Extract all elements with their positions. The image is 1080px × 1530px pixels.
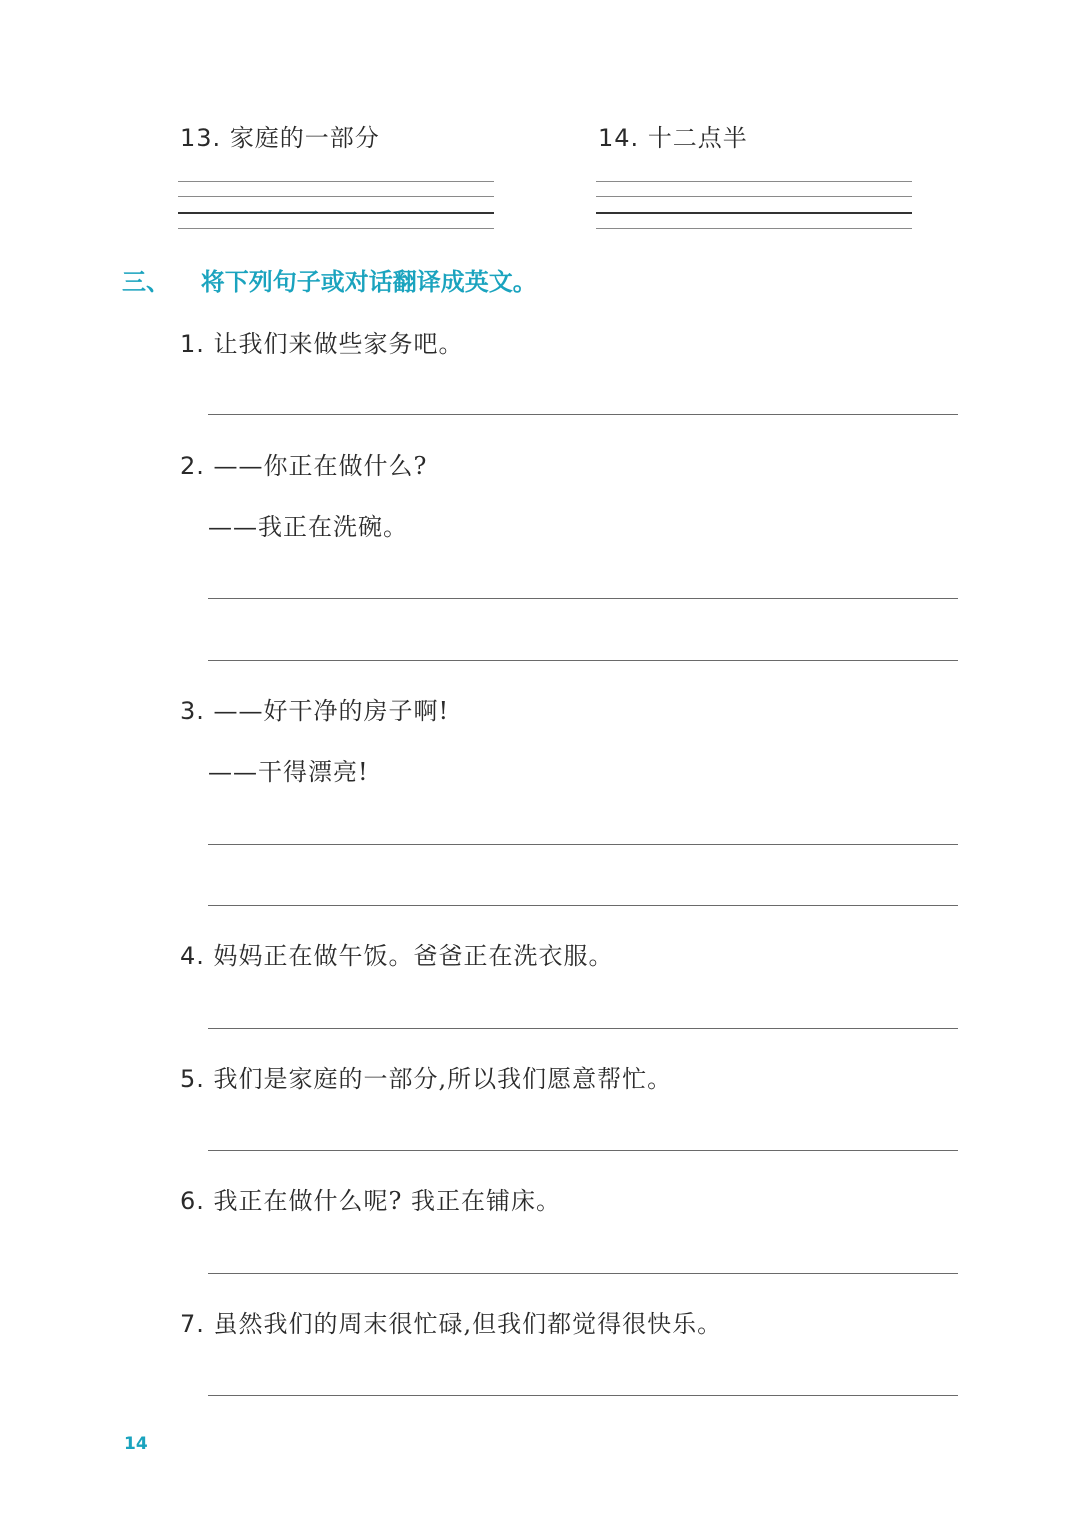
item-text-line-1: ——好干净的房子啊! [213, 697, 450, 725]
item-14-number: 14. [598, 124, 640, 152]
translate-item-6 [180, 1181, 561, 1216]
answer-line-2a[interactable] [208, 598, 958, 599]
item-text: 让我们来做些家务吧。 [213, 330, 464, 358]
item-text: 我正在做什么呢? 我正在铺床。 [213, 1187, 562, 1215]
translate-item-7 [180, 1304, 722, 1339]
item-text: 妈妈正在做午饭。爸爸正在洗衣服。 [213, 942, 614, 970]
answer-line-3b[interactable] [208, 905, 958, 906]
section-three-heading [122, 262, 537, 297]
section-three-title: 将下列句子或对话翻译成英文。 [200, 268, 537, 296]
item-number: 2. [180, 452, 205, 480]
answer-line-6[interactable] [208, 1273, 958, 1274]
page-number: 14 [124, 1434, 148, 1454]
translate-item-5 [180, 1059, 672, 1094]
translate-item-1 [180, 324, 464, 359]
item-text: 虽然我们的周末很忙碌,但我们都觉得很快乐。 [213, 1310, 723, 1338]
answer-line-2b[interactable] [208, 660, 958, 661]
item-text-line-1: ——你正在做什么? [213, 452, 428, 480]
item-number: 3. [180, 697, 205, 725]
answer-line-5[interactable] [208, 1150, 958, 1151]
answer-line-7[interactable] [208, 1395, 958, 1396]
item-number: 1. [180, 330, 205, 358]
item-text: 我们是家庭的一部分,所以我们愿意帮忙。 [213, 1065, 673, 1093]
translate-item-2 [180, 446, 427, 481]
answer-line-3a[interactable] [208, 844, 958, 845]
answer-line-4[interactable] [208, 1028, 958, 1029]
translate-item-3 [180, 691, 449, 726]
item-text-line-2: ——干得漂亮! [208, 758, 369, 786]
item-13-number: 13. [180, 124, 222, 152]
item-number: 5. [180, 1065, 205, 1093]
item-number: 7. [180, 1310, 205, 1338]
section-three-marker: 三、 [122, 268, 170, 296]
item-13-text: 家庭的一部分 [229, 124, 380, 152]
item-14 [598, 118, 748, 153]
item-text-line-2: ——我正在洗碗。 [208, 513, 408, 541]
item-14-text: 十二点半 [647, 124, 748, 152]
item-13-writing-lines[interactable] [178, 181, 494, 229]
item-number: 4. [180, 942, 205, 970]
answer-line-1[interactable] [208, 414, 958, 415]
item-13 [180, 118, 380, 153]
translate-item-4 [180, 936, 614, 971]
item-14-writing-lines[interactable] [596, 181, 912, 229]
item-number: 6. [180, 1187, 205, 1215]
